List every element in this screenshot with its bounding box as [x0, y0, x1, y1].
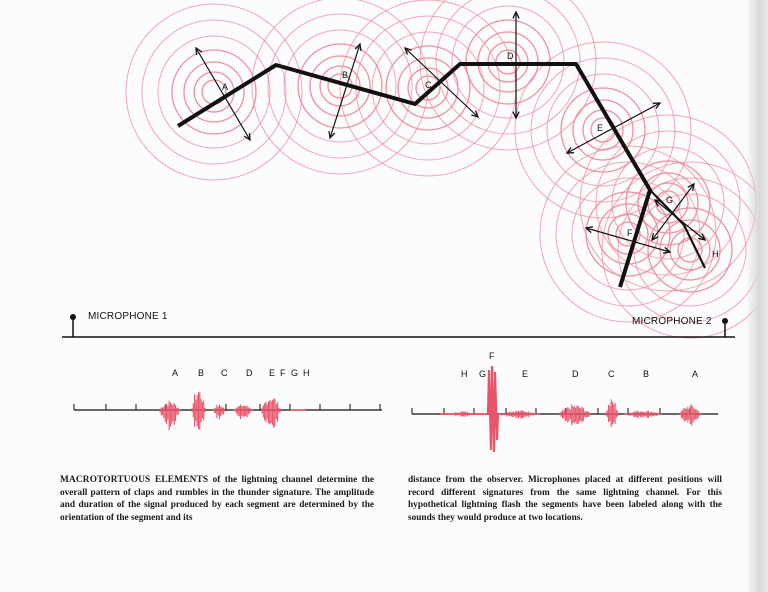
segment-label: C [425, 80, 432, 90]
wavefront-circle [158, 36, 270, 148]
signal-burst [160, 401, 190, 431]
caption-left [60, 474, 374, 524]
signal-burst [262, 398, 289, 428]
signal-trace-mic2 [412, 366, 718, 452]
signal-1-letter: G [291, 368, 299, 378]
signal-burst [606, 399, 624, 427]
signal-2-letter: G [479, 369, 487, 379]
wavefront-circle [126, 4, 302, 180]
signal-1-letter: E [269, 368, 276, 378]
wavefront-circle [602, 162, 768, 338]
caption-right-text: distance from the observer. Microphones placed at different positions will record different signatures from the same lightning channel. For this hypothetical lightning flash the segments have been labeled along with the sounds they would produce at two locations. [408, 475, 722, 523]
signal-trace-mic1 [74, 392, 382, 431]
caption-right [408, 474, 722, 524]
signal-burst [680, 404, 711, 425]
microphone-2-label: MICROPHONE 2 [632, 316, 712, 327]
signal-burst [234, 405, 261, 419]
signal-1-letter: A [172, 368, 179, 378]
microphone-1-icon [70, 314, 76, 337]
signal-2-letter: B [643, 369, 650, 379]
microphone-2-icon [722, 318, 728, 337]
signal-2-letter: E [522, 369, 529, 379]
lightning-channel [178, 64, 650, 287]
signal-peak [488, 366, 498, 452]
segment-label: G [666, 195, 674, 205]
signal-burst [213, 404, 231, 419]
signal-1-letter: C [221, 368, 228, 378]
signal-1-letter: B [198, 368, 205, 378]
sound-wavefront-circles [126, 0, 768, 338]
signal-burst [560, 405, 606, 426]
signal-2-letter: D [572, 369, 579, 379]
signal-2-letter: C [608, 369, 615, 379]
segment-label: B [342, 70, 349, 80]
signal-2-letter: A [692, 369, 699, 379]
microphone-1-label: MICROPHONE 1 [88, 311, 168, 322]
segment-label: A [222, 82, 229, 92]
signal-burst [192, 392, 212, 430]
signal-2-letter: H [461, 369, 468, 379]
signal-1-letter: H [303, 368, 310, 378]
signal-2-peak-letter: F [489, 351, 495, 361]
segment-arrow [196, 48, 250, 140]
segment-label: H [712, 249, 719, 259]
signal-1-letter: D [246, 368, 253, 378]
segment-label: E [597, 123, 604, 133]
signal-1-letter: F [280, 368, 286, 378]
segment-label: F [627, 228, 633, 238]
segment-label: D [507, 51, 514, 61]
page-edge [746, 0, 768, 592]
caption-left-text: of the lightning channel determine the overall pattern of claps and rumbles in the thunder signature. The amplitude and duration of the signal produced by each segment are determined by the orientation of the segment and its [60, 475, 374, 523]
caption-lead: MACROTORTUOUS ELEMENTS [60, 475, 209, 485]
